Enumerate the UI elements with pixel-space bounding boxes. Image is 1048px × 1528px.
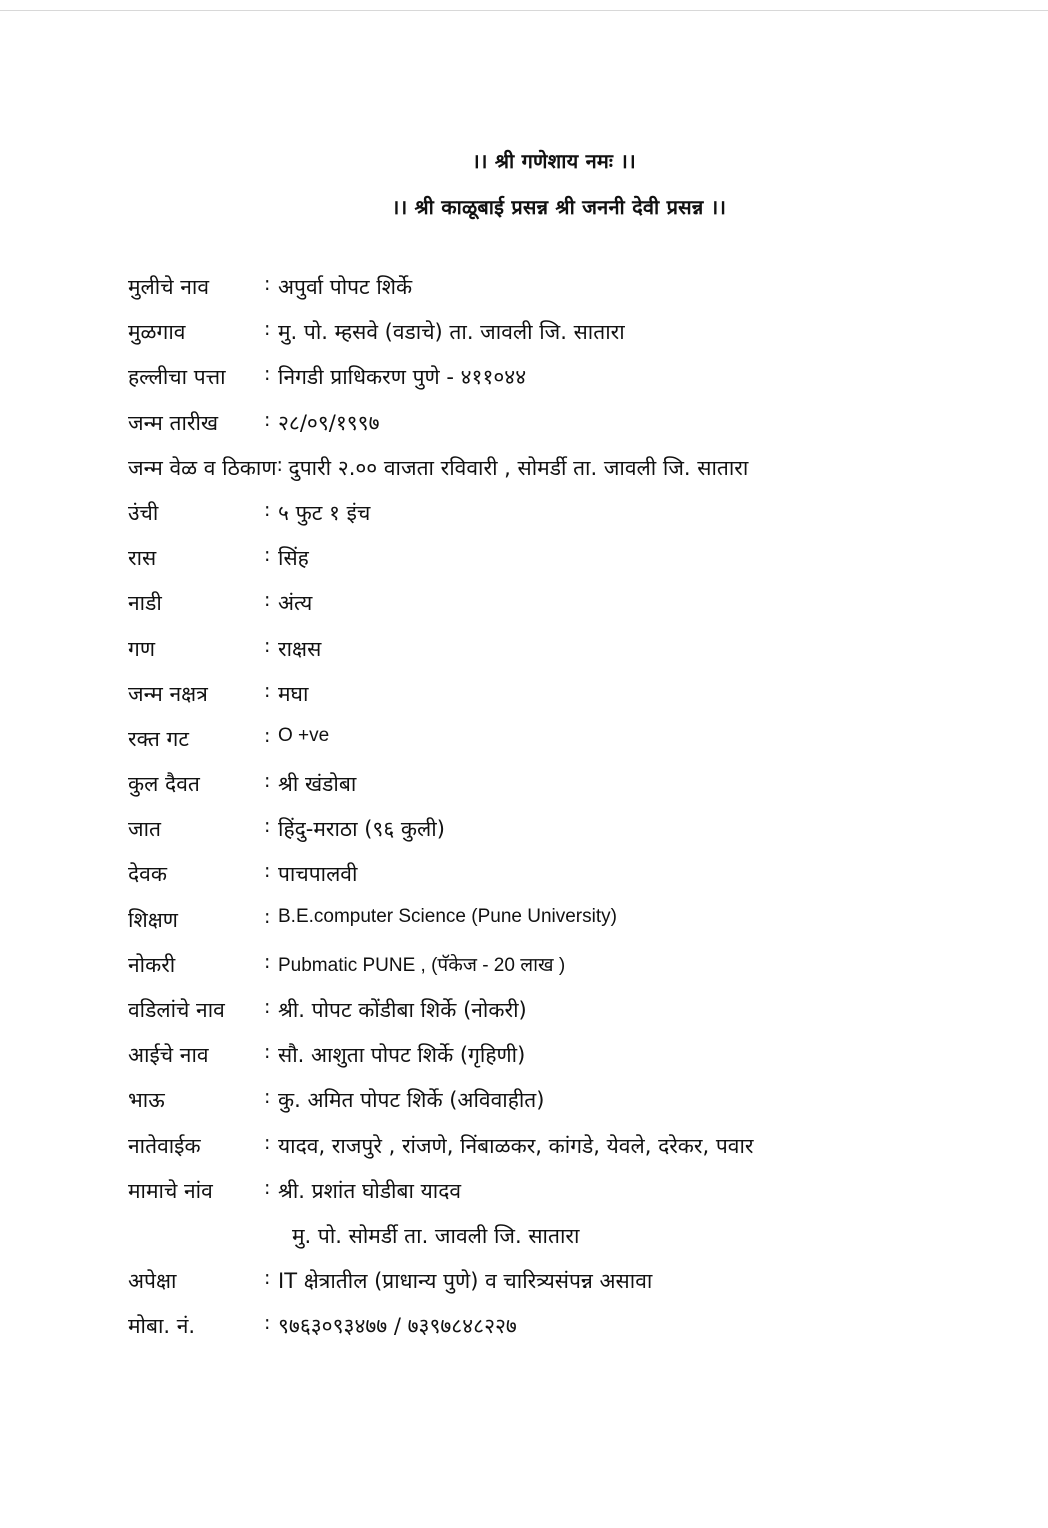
field-label: अपेक्षा bbox=[128, 1269, 177, 1294]
field-label: नाडी bbox=[128, 591, 162, 616]
field-colon: : bbox=[264, 996, 271, 1018]
field-row-height bbox=[128, 499, 1008, 544]
field-row-expectations bbox=[128, 1267, 1008, 1312]
field-label: हल्लीचा पत्ता bbox=[128, 365, 226, 390]
field-value: यादव, राजपुरे , रांजणे, निंबाळकर, कांगडे, येवले, दरेकर, पवार bbox=[278, 1133, 754, 1158]
field-row-devak bbox=[128, 860, 1008, 905]
field-colon: : bbox=[264, 589, 271, 612]
field-row-gan bbox=[128, 635, 1008, 680]
field-row-father-name bbox=[128, 996, 1008, 1041]
top-border bbox=[0, 0, 1048, 11]
field-colon: : bbox=[276, 453, 283, 476]
field-colon: : bbox=[264, 770, 271, 793]
field-row-caste bbox=[128, 815, 1008, 860]
field-row-native-place bbox=[128, 318, 1008, 363]
biodata-list bbox=[128, 273, 1008, 1358]
field-row-maternal-uncle bbox=[128, 1177, 1008, 1222]
field-value: B.E.computer Science (Pune University) bbox=[278, 905, 617, 927]
field-value: सिंह bbox=[278, 546, 309, 571]
field-value: सौ. आशुता पोपट शिर्के (गृहिणी) bbox=[278, 1043, 526, 1068]
field-label: देवक bbox=[128, 862, 167, 887]
field-row-maternal-uncle-address bbox=[128, 1222, 1008, 1267]
field-row-rashi bbox=[128, 544, 1008, 589]
field-label: शिक्षण bbox=[128, 907, 178, 932]
field-value: IT क्षेत्रातील (प्राधान्य पुणे) व चारित्र्यसंपन्न असावा bbox=[278, 1269, 653, 1294]
field-value: श्री. प्रशांत घोडीबा यादव bbox=[278, 1178, 462, 1203]
field-colon: : bbox=[264, 408, 271, 431]
field-row-blood-group bbox=[128, 725, 1008, 770]
field-value: पाचपालवी bbox=[278, 862, 358, 887]
field-label: रास bbox=[128, 546, 157, 571]
field-colon: : bbox=[264, 498, 271, 521]
field-colon: : bbox=[264, 860, 271, 883]
field-colon: : bbox=[264, 544, 271, 567]
field-value: अंत्य bbox=[278, 591, 313, 616]
field-value: निगडी प्राधिकरण पुणे - ४११०४४ bbox=[278, 365, 527, 390]
field-row-birth-date bbox=[128, 409, 1008, 454]
field-value: दुपारी २.०० वाजता रविवारी , सोमर्डी ता. जावली जि. सातारा bbox=[288, 455, 749, 480]
field-label: आईचे नाव bbox=[128, 1043, 209, 1068]
field-value: ९७६३०९३४७७ / ७३९७८४८२२७ bbox=[278, 1314, 517, 1339]
field-value: श्री. पोपट कोंडीबा शिर्के (नोकरी) bbox=[278, 998, 527, 1022]
field-label: कुल दैवत bbox=[128, 772, 200, 797]
field-colon: : bbox=[264, 815, 271, 838]
field-label: नातेवाईक bbox=[128, 1133, 201, 1158]
field-colon: : bbox=[264, 1312, 271, 1335]
field-value: मु. पो. सोमर्डी ता. जावली जि. सातारा bbox=[292, 1223, 580, 1248]
field-label: वडिलांचे नाव bbox=[128, 998, 225, 1022]
field-row-job bbox=[128, 951, 1008, 996]
field-label: भाऊ bbox=[128, 1088, 165, 1113]
field-row-education bbox=[128, 906, 1008, 951]
field-label: नोकरी bbox=[128, 952, 176, 977]
field-colon: : bbox=[264, 1041, 271, 1064]
document-page bbox=[0, 11, 1048, 1528]
field-value: अपुर्वा पोपट शिर्के bbox=[278, 275, 413, 299]
field-value: O +ve bbox=[278, 724, 330, 746]
field-label: जात bbox=[128, 817, 161, 842]
field-colon: : bbox=[264, 318, 271, 341]
invocation-line-1: ।। श्री गणेशाय नमः ।। bbox=[472, 149, 636, 173]
field-value: कु. अमित पोपट शिर्के (अविवाहीत) bbox=[278, 1088, 545, 1113]
field-colon: : bbox=[264, 1131, 271, 1154]
field-row-nakshatra bbox=[128, 680, 1008, 725]
field-label: मामाचे नांव bbox=[128, 1178, 213, 1203]
field-label: गण bbox=[128, 636, 156, 661]
field-value: २८/०९/१९९७ bbox=[278, 410, 380, 435]
field-row-current-address bbox=[128, 363, 1008, 408]
field-colon: : bbox=[264, 1086, 271, 1109]
field-row-name bbox=[128, 273, 1008, 318]
field-colon: : bbox=[264, 1267, 271, 1290]
field-label: मुळगाव bbox=[128, 320, 186, 345]
field-colon: : bbox=[264, 363, 271, 386]
field-label: मोबा. नं. bbox=[128, 1314, 196, 1339]
field-value: ५ फुट १ इंच bbox=[278, 500, 371, 525]
field-colon: : bbox=[264, 1176, 271, 1199]
field-value: मु. पो. म्हसवे (वडाचे) ता. जावली जि. सातारा bbox=[278, 320, 625, 345]
field-label: रक्त गट bbox=[128, 726, 189, 751]
field-colon: : bbox=[264, 950, 271, 973]
field-value: श्री खंडोबा bbox=[278, 772, 357, 797]
field-label: जन्म वेळ व ठिकाण bbox=[128, 455, 277, 480]
field-row-family-deity bbox=[128, 770, 1008, 815]
field-value: हिंदु-मराठा (९६ कुली) bbox=[278, 817, 445, 842]
field-row-nadi bbox=[128, 589, 1008, 634]
field-row-mobile bbox=[128, 1312, 1008, 1357]
field-value: मघा bbox=[278, 681, 309, 706]
field-row-birth-time-place bbox=[128, 454, 1008, 499]
field-label: जन्म नक्षत्र bbox=[128, 681, 208, 706]
field-row-mother-name bbox=[128, 1041, 1008, 1086]
field-value: राक्षस bbox=[278, 636, 322, 661]
invocation-line-2: ।। श्री काळूबाई प्रसन्न श्री जननी देवी प्रसन्न ।। bbox=[391, 195, 727, 219]
field-label: जन्म तारीख bbox=[128, 410, 219, 435]
field-colon: : bbox=[264, 679, 271, 702]
field-row-relatives bbox=[128, 1132, 1008, 1177]
field-row-brother bbox=[128, 1086, 1008, 1131]
field-colon: : bbox=[264, 634, 271, 657]
field-label: उंची bbox=[128, 500, 159, 525]
field-colon: : bbox=[264, 905, 271, 928]
field-value: Pubmatic PUNE , (पॅकेज - 20 लाख ) bbox=[278, 954, 566, 976]
field-colon: : bbox=[264, 724, 271, 747]
field-colon: : bbox=[264, 273, 271, 295]
field-label: मुलीचे नाव bbox=[128, 275, 210, 299]
